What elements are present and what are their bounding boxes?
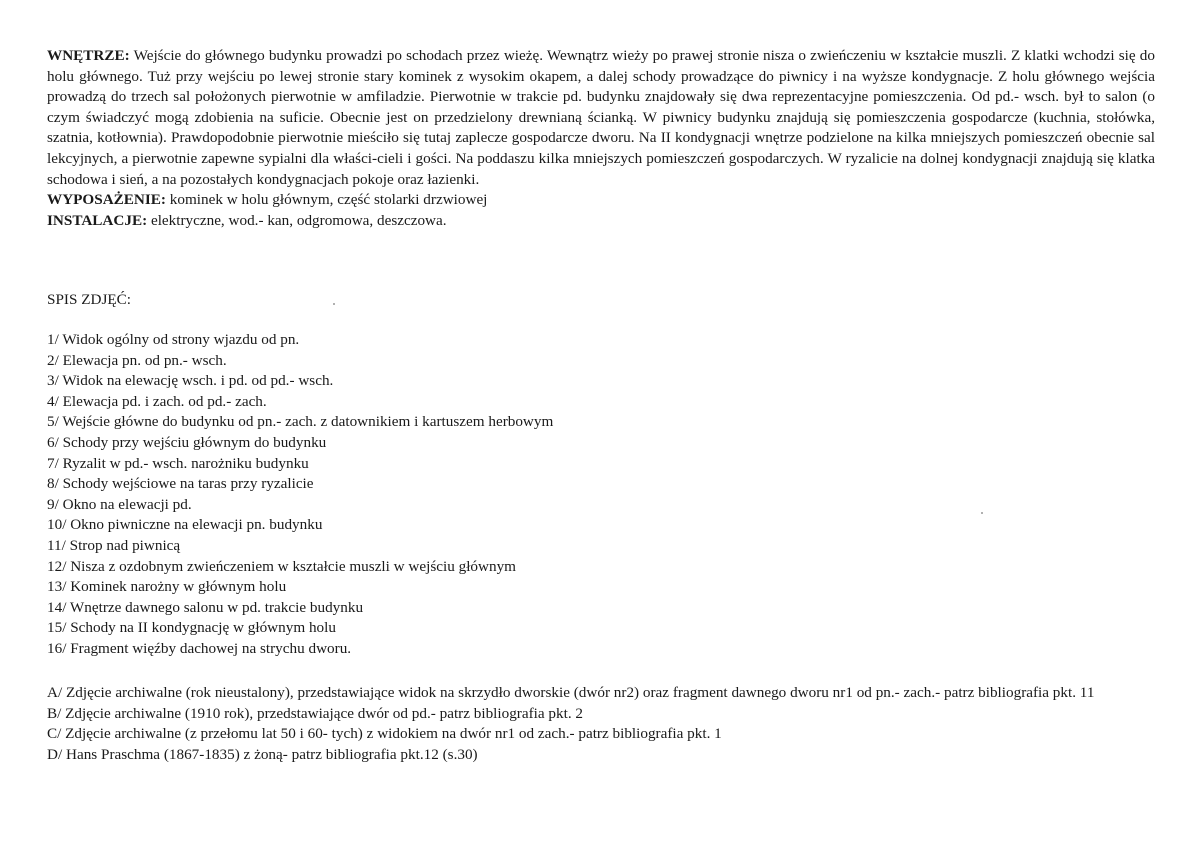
photo-list-item: 1/ Widok ogólny od strony wjazdu od pn. <box>47 331 300 348</box>
photo-list-item: 4/ Elewacja pd. i zach. od pd.- zach. <box>47 392 267 410</box>
photo-list-item: 11/ Strop nad piwnicą <box>47 536 181 554</box>
installations-line <box>47 211 1155 232</box>
equipment-line <box>47 190 1155 211</box>
photo-list-item: 14/ Wnętrze dawnego salonu w pd. trakcie budynku <box>47 598 364 616</box>
interior-text: Wejście do głównego budynku prowadzi po schodach przez wieżę. Wewnątrz wieży po prawej stronie nisza o zwieńczeniu w kształcie muszli. Z klatki wchodzi się do holu głównego. Tuż przy wejściu po lewej stronie stary kominek z wysokim okapem, a dalej schody prowadzące do piwnicy i na wyższe kondygnacje. Z holu głównego wejścia prowadzą do trzech sal położonych pierwotnie w amfiladzie. Pierwotnie w trakcie pd. budynku znajdowały się dwa reprezentacyjne pomieszczenia. Od pd.- wsch. był to salon (o czym świadczyć mogą zdobienia na suficie. Obecnie jest on przedzielony drewnianą ścianką. W piwnicy budynku znajdują się pomieszczenia gospodarcze (kuchnia, stołówka, szatnia, kotłownia). Prawdopodobnie pierwotnie mieściło się tutaj zaplecze gospodarcze dworu. Na II kondygnacji wnętrze podzielone na kilka mniejszych pomieszczeń obecnie sal lekcyjnych, a pierwotnie zapewne sypialni dla właści-cieli i gości. Na poddaszu kilka mniejszych pomieszczeń gospodarczych. W ryzalicie na dolnej kondygnacji znajdują się klatka schodowa i sień, a na pozostałych kondygnacjach pokoje oraz łazienki. <box>47 47 1155 188</box>
photo-list-item: 3/ Widok na elewację wsch. i pd. od pd.- wsch. <box>47 372 334 390</box>
description-section <box>47 46 1155 231</box>
scan-speck <box>333 303 335 305</box>
photo-list-item: 12/ Nisza z ozdobnym zwieńczeniem w kształcie muszli w wejściu głównym <box>47 557 516 575</box>
photo-list-heading: SPIS ZDJĘĆ: <box>47 291 131 308</box>
installations-label: INSTALACJE: <box>47 211 148 229</box>
photo-list-item: 8/ Schody wejściowe na taras przy ryzalicie <box>47 475 314 493</box>
archive-photo-item: D/ Hans Praschma (1867-1835) z żoną- patrz bibliografia pkt.12 (s.30) <box>47 745 478 763</box>
interior-paragraph <box>47 46 1155 190</box>
photo-list-item: 7/ Ryzalit w pd.- wsch. narożniku budynku <box>47 454 309 472</box>
photo-list-item: 6/ Schody przy wejściu głównym do budynku <box>47 433 327 451</box>
photo-list-item: 16/ Fragment więźby dachowej na strychu dworu. <box>47 639 352 657</box>
photo-list <box>47 330 553 660</box>
archive-photo-item: B/ Zdjęcie archiwalne (1910 rok), przedstawiające dwór od pd.- patrz bibliografia pkt. 2 <box>47 704 584 722</box>
installations-text: elektryczne, wod.- kan, odgromowa, deszczowa. <box>147 211 447 229</box>
photo-list-item: 9/ Okno na elewacji pd. <box>47 495 192 513</box>
archive-photo-item: C/ Zdjęcie archiwalne (z przełomu lat 50 i 60- tych) z widokiem na dwór nr1 od zach.- patrz bibliografia pkt. 1 <box>47 725 722 743</box>
archive-photo-item: A/ Zdjęcie archiwalne (rok nieustalony), przedstawiające widok na skrzydło dworskie (dwór nr2) oraz fragment dawnego dworu nr1 od pn.- zach.- patrz bibliografia pkt. 11 <box>47 684 1095 701</box>
photo-list-item: 2/ Elewacja pn. od pn.- wsch. <box>47 351 227 369</box>
scan-speck <box>981 512 983 514</box>
photo-list-item: 15/ Schody na II kondygnację w głównym holu <box>47 619 336 637</box>
equipment-label: WYPOSAŻENIE: <box>47 191 166 209</box>
archive-photo-list <box>47 683 1157 765</box>
photo-list-item: 10/ Okno piwniczne na elewacji pn. budynku <box>47 516 323 534</box>
equipment-text: kominek w holu głównym, część stolarki drzwiowej <box>166 191 488 209</box>
photo-list-item: 5/ Wejście główne do budynku od pn.- zach. z datownikiem i kartuszem herbowym <box>47 413 554 431</box>
interior-label: WNĘTRZE: <box>47 47 130 64</box>
photo-list-item: 13/ Kominek narożny w głównym holu <box>47 578 287 596</box>
